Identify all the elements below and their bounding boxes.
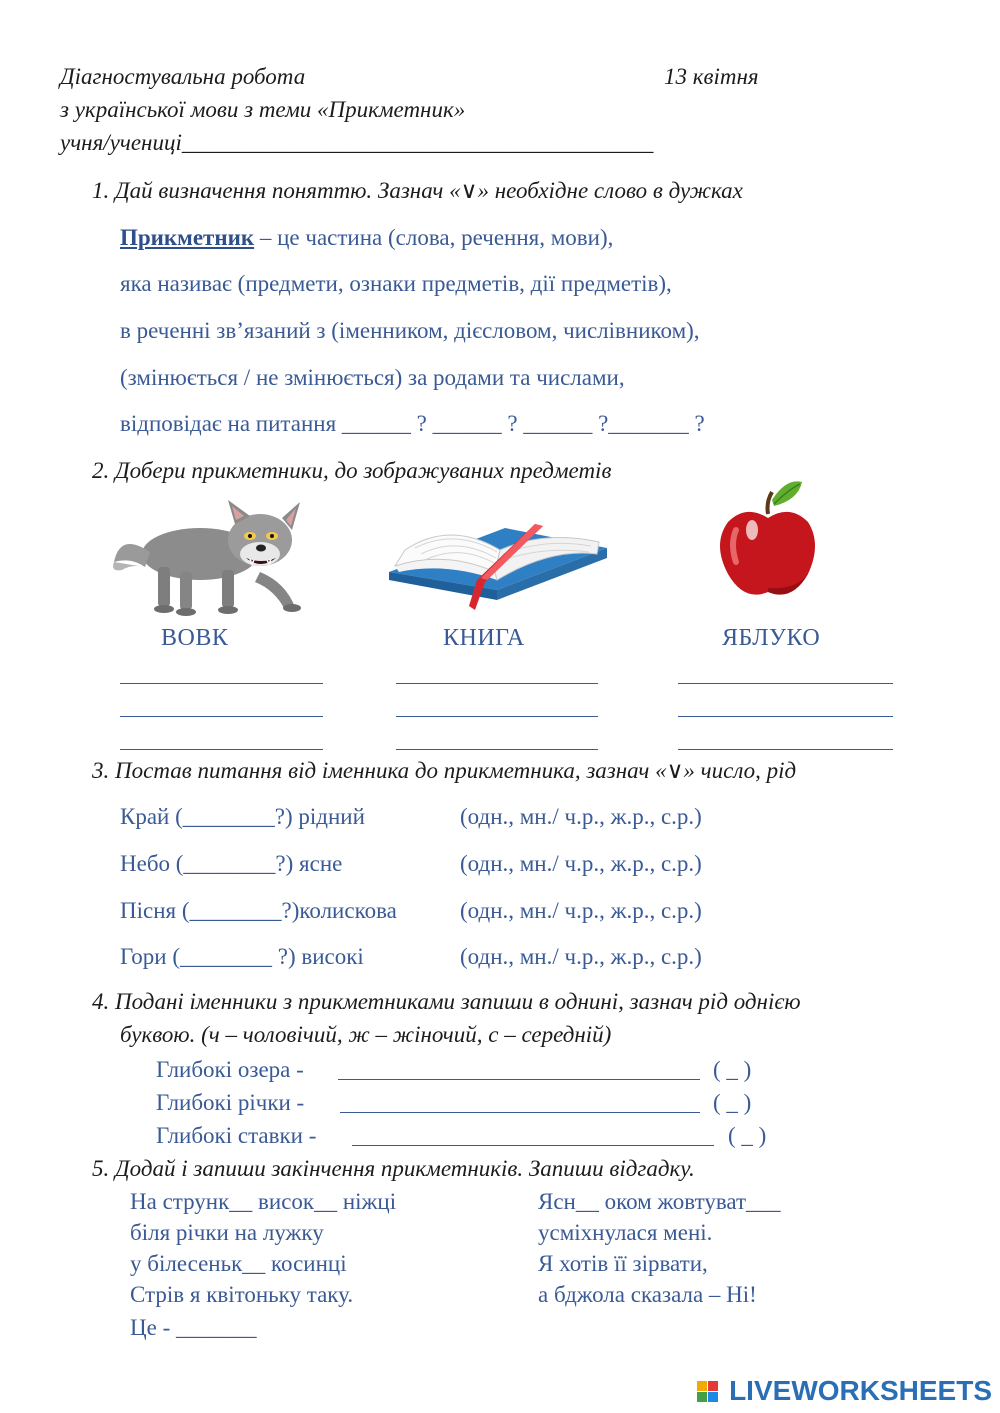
answer-line[interactable] bbox=[396, 683, 598, 684]
riddle-right-line: Ясн__ оком жовтуват___ bbox=[538, 1189, 781, 1214]
answer-line[interactable] bbox=[120, 749, 323, 750]
task4-title: 4. Подані іменники з прикметниками запиши в однині, зазнач рід однією bbox=[92, 989, 801, 1014]
riddle-right-line: Я хотів її зірвати, bbox=[538, 1251, 708, 1276]
riddle-answer: Це - _______ bbox=[130, 1315, 257, 1340]
task4-row-text: Глибокі річки - bbox=[156, 1090, 305, 1115]
riddle-left-line: На струнк__ висок__ ніжці bbox=[130, 1189, 397, 1214]
header-student: учня/учениці_________________________________________ bbox=[60, 130, 654, 155]
apple-icon bbox=[716, 478, 820, 606]
task1-line1 bbox=[120, 225, 613, 251]
task3-row-phrase: Край (________?) рідний bbox=[120, 804, 365, 829]
task5-title: 5. Додай і запиши закінчення прикметників. Запиши відгадку. bbox=[92, 1156, 695, 1181]
task3-row-phrase: Пісня (________?)колискова bbox=[120, 898, 397, 923]
task3-row-options: (одн., мн./ ч.р., ж.р., с.р.) bbox=[460, 898, 702, 923]
wolf-icon bbox=[110, 492, 310, 622]
task3-row-phrase: Гори (________ ?) високі bbox=[120, 944, 364, 969]
liveworksheets-brand[interactable]: LIVEWORKSHEETS bbox=[729, 1375, 992, 1406]
task1-line3: в реченні зв’язаний з (іменником, дієсловом, числівником), bbox=[120, 318, 700, 343]
answer-line[interactable] bbox=[338, 1079, 700, 1080]
task3-row-options: (одн., мн./ ч.р., ж.р., с.р.) bbox=[460, 944, 702, 969]
task3-row-options: (одн., мн./ ч.р., ж.р., с.р.) bbox=[460, 851, 702, 876]
term-word: Прикметник bbox=[120, 225, 255, 250]
task2-title: 2. Добери прикметники, до зображуваних предметів bbox=[92, 458, 612, 483]
gender-mark[interactable]: ( _ ) bbox=[728, 1123, 767, 1148]
task4-row-text: Глибокі озера - bbox=[156, 1057, 304, 1082]
word-apple: ЯБЛУКО bbox=[722, 625, 821, 651]
task4-title-cont: буквою. (ч – чоловічий, ж – жіночий, с – середній) bbox=[120, 1022, 612, 1047]
riddle-left-line: Стрів я квітоньку таку. bbox=[130, 1282, 354, 1307]
answer-line[interactable] bbox=[396, 716, 598, 717]
task1-line1-rest: – це частина (слова, речення, мови), bbox=[254, 225, 614, 250]
word-wolf: ВОВК bbox=[161, 625, 229, 651]
task1-line4: (змінюється / не змінюється) за родами та числами, bbox=[120, 365, 625, 390]
header-date: 13 квітня bbox=[664, 64, 759, 89]
task1-line2: яка називає (предмети, ознаки предметів, дії предметів), bbox=[120, 271, 672, 296]
answer-line[interactable] bbox=[120, 716, 323, 717]
riddle-left-line: біля річки на лужку bbox=[130, 1220, 324, 1245]
riddle-right-line: а бджола сказала – Ні! bbox=[538, 1282, 757, 1307]
riddle-right-line: усміхнулася мені. bbox=[538, 1220, 713, 1245]
task3-title: 3. Постав питання від іменника до прикметника, зазнач «∨» число, рід bbox=[92, 758, 797, 783]
book-icon bbox=[385, 510, 610, 610]
word-book: КНИГА bbox=[443, 625, 525, 651]
answer-line[interactable] bbox=[352, 1145, 714, 1146]
header-title: Діагностувальна робота bbox=[60, 64, 306, 89]
answer-line[interactable] bbox=[340, 1112, 700, 1113]
task1-title: 1. Дай визначення поняттю. Зазнач «∨» необхідне слово в дужках bbox=[92, 178, 743, 203]
gender-mark[interactable]: ( _ ) bbox=[713, 1090, 752, 1115]
riddle-left-line: у білесеньк__ косинці bbox=[130, 1251, 347, 1276]
answer-line[interactable] bbox=[678, 683, 893, 684]
header-subject: з української мови з теми «Прикметник» bbox=[60, 97, 466, 122]
answer-line[interactable] bbox=[678, 716, 893, 717]
task4-row-text: Глибокі ставки - bbox=[156, 1123, 317, 1148]
task1-line5: відповідає на питання ______ ? ______ ? ______ ?_______ ? bbox=[120, 411, 705, 436]
answer-line[interactable] bbox=[396, 749, 598, 750]
task3-row-options: (одн., мн./ ч.р., ж.р., с.р.) bbox=[460, 804, 702, 829]
answer-line[interactable] bbox=[678, 749, 893, 750]
answer-line[interactable] bbox=[120, 683, 323, 684]
gender-mark[interactable]: ( _ ) bbox=[713, 1057, 752, 1082]
liveworksheets-logo-icon bbox=[697, 1381, 719, 1405]
task3-row-phrase: Небо (________?) ясне bbox=[120, 851, 343, 876]
